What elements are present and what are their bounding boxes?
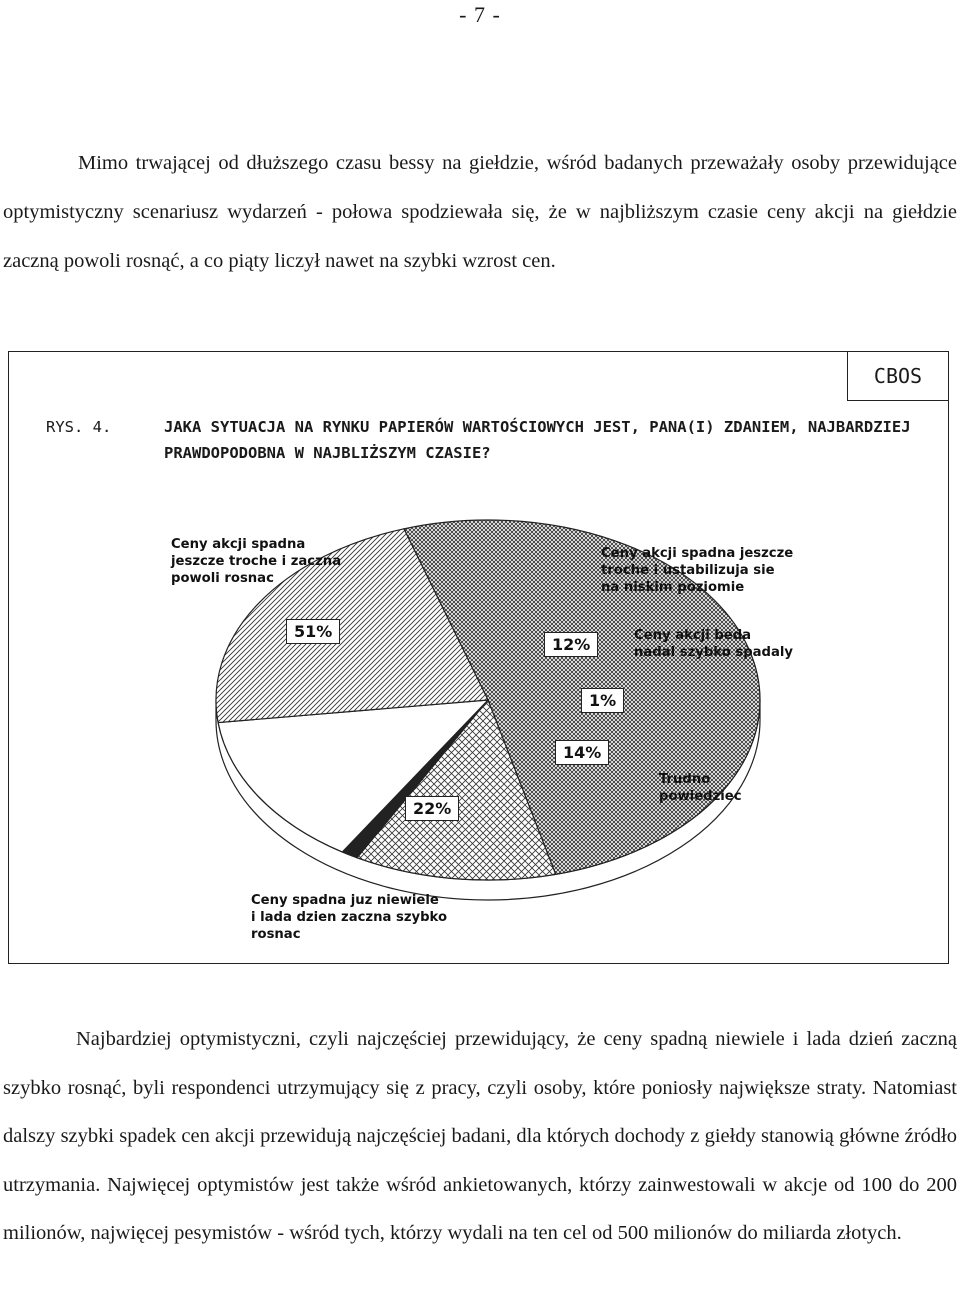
figure-number: RYS. 4.: [46, 418, 112, 436]
source-badge: CBOS: [847, 351, 949, 401]
slice-category-label-line: Ceny spadna juz niewiele: [251, 893, 439, 908]
slice-category-label-line: powoli rosnac: [171, 571, 274, 586]
slice-value-label: 12%: [544, 632, 598, 657]
slice-category-label-line: na niskim poziomie: [601, 580, 745, 595]
slice-category-label-line: powiedziec: [659, 789, 742, 804]
slice-category-label-line: Ceny akcji beda: [634, 628, 752, 643]
slice-category-label: [251, 892, 447, 943]
figure-title: JAKA SYTUACJA NA RYNKU PAPIERÓW WARTOŚCIOWYCH JEST, PANA(I) ZDANIEM, NAJBARDZIEJ PRAWDOPODOBNA W NAJBLIŻSZYM CZASIE?: [164, 418, 911, 462]
slice-category-label-line: rosnac: [251, 927, 301, 942]
slice-category-label-line: Ceny akcji spadna jeszcze: [601, 546, 794, 561]
slice-category-label: [171, 536, 341, 587]
slice-value-label: 22%: [405, 796, 459, 821]
analysis-paragraph: Najbardziej optymistyczni, czyli najczęściej przewidujący, że ceny spadną niewiele i lada dzień zaczną szybko rosnąć, byli respondenci utrzymujący się z pracy, czyli osoby, które poniosły największe straty. Natomiast dalszy szybki spadek cen akcji przewidują najczęściej badani, dla których dochody z giełdy stanowią główne źródło utrzymania. Najwięcej optymistów jest także wśród ankietowanych, którzy zainwestowali w akcje od 100 do 200 milionów, najwięcej pesymistów - wśród tych, którzy wydali na ten cel od 500 milionów do miliarda złotych.: [3, 1028, 957, 1244]
slice-category-label-line: nadal szybko spadaly: [634, 645, 794, 660]
slice-category-label: [601, 545, 793, 596]
slice-category-label-line: i lada dzien zaczna szybko: [251, 910, 448, 925]
page-number: - 7 -: [459, 2, 501, 27]
slice-value-label: 51%: [286, 619, 340, 644]
slice-category-label-line: Trudno: [659, 772, 711, 787]
slice-category-label: [634, 627, 793, 661]
slice-value-label: 1%: [581, 688, 624, 713]
slice-category-label-line: Ceny akcji spadna: [171, 537, 306, 552]
slice-value-label: 14%: [555, 740, 609, 765]
intro-paragraph: Mimo trwającej od dłuższego czasu bessy na giełdzie, wśród badanych przeważały osoby przewidujące optymistyczny scenariusz wydarzeń - połowa spodziewała się, że w najbliższym czasie ceny akcji na giełdzie zaczną powoli rosnąć, a co piąty liczył nawet na szybki wzrost cen.: [3, 152, 957, 272]
slice-category-label-line: troche i ustabilizuja sie: [601, 563, 775, 578]
slice-category-label-line: jeszcze troche i zaczna: [171, 554, 342, 569]
slice-category-label: [659, 771, 742, 805]
